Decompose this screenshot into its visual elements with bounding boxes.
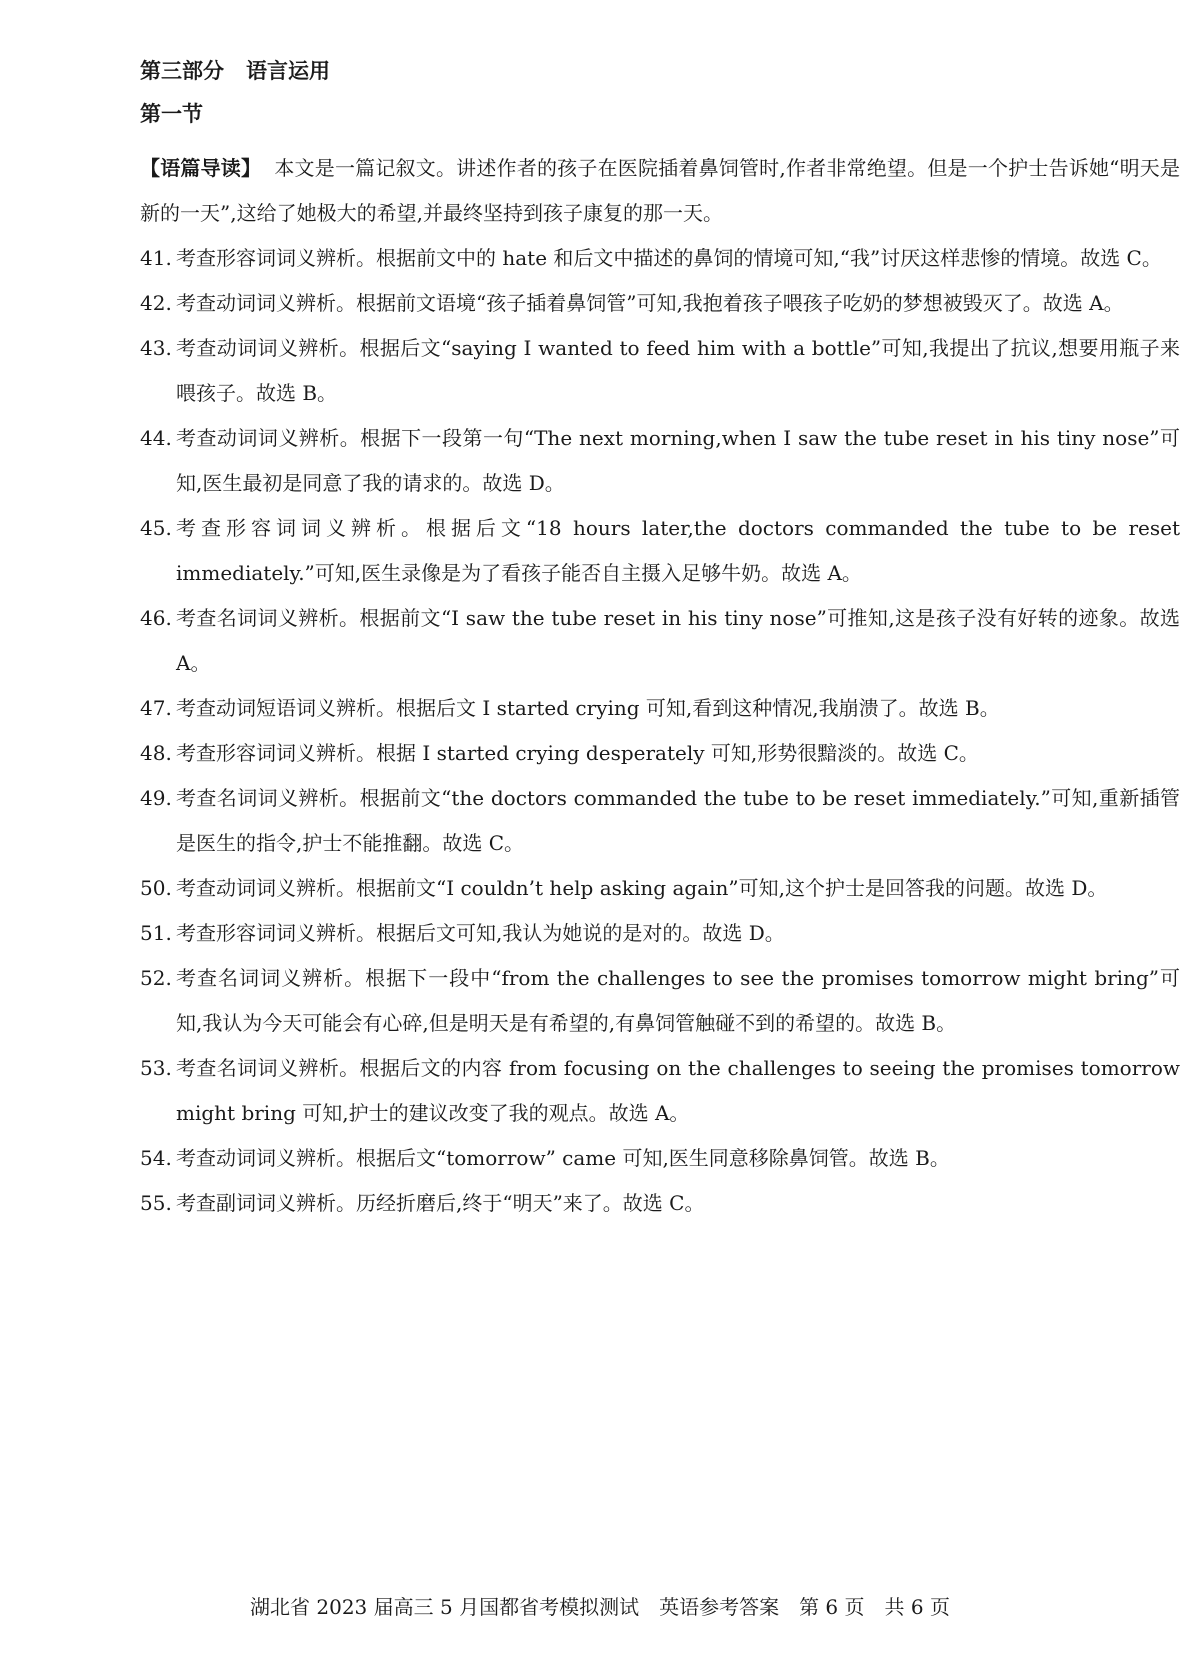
answer-item-number: 55.: [140, 1191, 172, 1215]
answer-item: [140, 911, 1180, 956]
answer-item-number: 43.: [140, 336, 172, 360]
answer-item-text: 考查名词词义辨析。根据前文“I saw the tube reset in his tiny nose”可推知,这是孩子没有好转的迹象。故选 A。: [176, 606, 1180, 675]
answer-item: [140, 596, 1180, 686]
answer-item-number: 44.: [140, 426, 172, 450]
answer-item: [140, 236, 1180, 281]
footer-subject: 英语参考答案: [659, 1595, 780, 1619]
answer-item-text: 考查动词词义辨析。根据前文“I couldn’t help asking again”可知,这个护士是回答我的问题。故选 D。: [176, 876, 1108, 900]
answer-item: [140, 866, 1180, 911]
answer-item-text: 考查名词词义辨析。根据后文的内容 from focusing on the challenges to seeing the promises tomorrow might bring 可知,护士的建议改变了我的观点。故选 A。: [176, 1056, 1180, 1125]
answer-item-number: 49.: [140, 786, 172, 810]
answer-item-text: 考查动词词义辨析。根据下一段第一句“The next morning,when I saw the tube reset in his tiny nose”可知,医生最初是同意了我的请求的。故选 D。: [176, 426, 1180, 495]
part-heading: [140, 56, 330, 86]
answer-item-text: 考查动词词义辨析。根据后文“tomorrow” came 可知,医生同意移除鼻饲管。故选 B。: [176, 1146, 950, 1170]
answer-item-number: 47.: [140, 696, 172, 720]
passage-guide-text: 本文是一篇记叙文。讲述作者的孩子在医院插着鼻饲管时,作者非常绝望。但是一个护士告诉她“明天是新的一天”,这给了她极大的希望,并最终坚持到孩子康复的那一天。: [140, 156, 1180, 225]
passage-guide: [140, 146, 1180, 236]
part-name: 语言运用: [246, 59, 330, 83]
answer-item: [140, 416, 1180, 506]
answer-item-text: 考查名词词义辨析。根据下一段中“from the challenges to see the promises tomorrow might bring”可知,我认为今天可能会有心碎,但是明天是有希望的,有鼻饲管触碰不到的希望的。故选 B。: [176, 966, 1180, 1035]
page-footer: [0, 1592, 1200, 1622]
answer-item: [140, 1181, 1180, 1226]
answer-item-text: 考查名词词义辨析。根据前文“the doctors commanded the tube to be reset immediately.”可知,重新插管是医生的指令,护士不能推翻。故选 C。: [176, 786, 1180, 855]
answer-item: [140, 1046, 1180, 1136]
answer-item: [140, 686, 1180, 731]
answer-item: [140, 506, 1180, 596]
footer-page-total: 共 6 页: [884, 1595, 950, 1619]
answer-item-number: 42.: [140, 291, 172, 315]
answer-item-text: 考查动词词义辨析。根据后文“saying I wanted to feed him with a bottle”可知,我提出了抗议,想要用瓶子来喂孩子。故选 B。: [176, 336, 1180, 405]
answer-item-number: 45.: [140, 516, 172, 540]
answer-item-text: 考查形容词词义辨析。根据前文中的 hate 和后文中描述的鼻饲的情境可知,“我”讨厌这样悲惨的情境。故选 C。: [176, 246, 1162, 270]
answer-item: [140, 776, 1180, 866]
answer-item-number: 54.: [140, 1146, 172, 1170]
answer-item: [140, 956, 1180, 1046]
answer-item-text: 考查形容词词义辨析。根据后文可知,我认为她说的是对的。故选 D。: [176, 921, 785, 945]
answer-item-number: 51.: [140, 921, 172, 945]
answer-item-text: 考查形容词词义辨析。根据后文“18 hours later,the doctors commanded the tube to be reset immediately.”可知,医生录像是为了看孩子能否自主摄入足够牛奶。故选 A。: [176, 516, 1180, 585]
answer-item: [140, 326, 1180, 416]
answer-item-number: 50.: [140, 876, 172, 900]
answer-item-number: 41.: [140, 246, 172, 270]
part-title: 第三部分: [140, 59, 224, 83]
answer-item-number: 52.: [140, 966, 172, 990]
subsection-heading: 第一节: [140, 102, 203, 126]
answer-item: [140, 281, 1180, 326]
passage-guide-tag: 【语篇导读】: [140, 156, 262, 180]
answer-item-text: 考查动词词义辨析。根据前文语境“孩子插着鼻饲管”可知,我抱着孩子喂孩子吃奶的梦想被毁灭了。故选 A。: [176, 291, 1124, 315]
answer-item-number: 46.: [140, 606, 172, 630]
footer-exam-title: 湖北省 2023 届高三 5 月国都省考模拟测试: [250, 1595, 640, 1619]
answer-item-text: 考查动词短语词义辨析。根据后文 I started crying 可知,看到这种情况,我崩溃了。故选 B。: [176, 696, 1000, 720]
answer-item-number: 48.: [140, 741, 172, 765]
answer-item-text: 考查副词词义辨析。历经折磨后,终于“明天”来了。故选 C。: [176, 1191, 705, 1215]
answer-item-number: 53.: [140, 1056, 172, 1080]
answer-item: [140, 731, 1180, 776]
answer-explanations-list: [140, 236, 1180, 1226]
answer-item: [140, 1136, 1180, 1181]
footer-page-number: 第 6 页: [799, 1595, 865, 1619]
answer-item-text: 考查形容词词义辨析。根据 I started crying desperately 可知,形势很黯淡的。故选 C。: [176, 741, 979, 765]
